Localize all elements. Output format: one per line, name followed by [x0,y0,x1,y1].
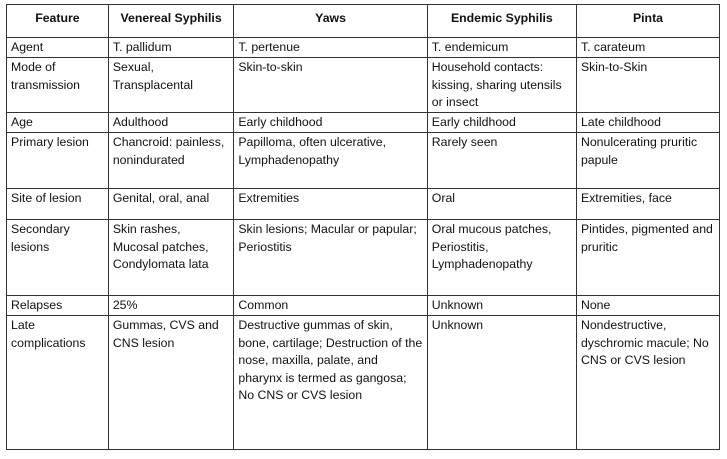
feature-cell: Site of lesion [7,189,109,220]
pinta-cell: Skin-to-Skin [576,58,719,113]
endemic-cell: Oral [427,189,576,220]
pinta-cell: Pintides, pigmented and pruritic [576,220,719,296]
feature-cell: Primary lesion [7,133,109,189]
endemic-cell: Early childhood [427,113,576,133]
feature-cell: Mode of transmission [7,58,109,113]
feature-cell: Age [7,113,109,133]
venereal-cell: T. pallidum [108,38,234,58]
header-feature: Feature [7,5,109,38]
pinta-cell: Extremities, face [576,189,719,220]
pinta-cell: None [576,296,719,316]
header-yaws: Yaws [234,5,427,38]
venereal-cell: Skin rashes, Mucosal patches, Condylomata lata [108,220,234,296]
endemic-cell: Rarely seen [427,133,576,189]
table-row-late-complications [7,316,720,450]
venereal-cell: 25% [108,296,234,316]
yaws-cell: Extremities [234,189,427,220]
yaws-cell: Skin-to-skin [234,58,427,113]
table-row-primary-lesion [7,133,720,189]
venereal-cell: Sexual, Transplacental [108,58,234,113]
endemic-cell: Unknown [427,316,576,450]
endemic-cell: Household contacts: kissing, sharing utensils or insect [427,58,576,113]
feature-cell: Secondary lesions [7,220,109,296]
endemic-cell: Oral mucous patches, Periostitis, Lymphadenopathy [427,220,576,296]
table-row-secondary-lesions [7,220,720,296]
endemic-cell: Unknown [427,296,576,316]
venereal-cell: Adulthood [108,113,234,133]
treponemal-diseases-comparison-table [6,4,720,450]
yaws-cell: Common [234,296,427,316]
feature-cell: Relapses [7,296,109,316]
venereal-cell: Genital, oral, anal [108,189,234,220]
venereal-cell: Gummas, CVS and CNS lesion [108,316,234,450]
pinta-cell: Late childhood [576,113,719,133]
table-row-agent [7,38,720,58]
yaws-cell: T. pertenue [234,38,427,58]
yaws-cell: Skin lesions; Macular or papular; Periostitis [234,220,427,296]
endemic-cell: T. endemicum [427,38,576,58]
feature-cell: Late complications [7,316,109,450]
header-venereal-syphilis: Venereal Syphilis [108,5,234,38]
header-endemic-syphilis: Endemic Syphilis [427,5,576,38]
header-pinta: Pinta [576,5,719,38]
yaws-cell: Papilloma, often ulcerative, Lymphadenopathy [234,133,427,189]
feature-cell: Agent [7,38,109,58]
table-row-mode-of-transmission [7,58,720,113]
comparison-table-container [6,4,720,450]
pinta-cell: T. carateum [576,38,719,58]
table-row-site-of-lesion [7,189,720,220]
venereal-cell: Chancroid: painless, nonindurated [108,133,234,189]
pinta-cell: Nondestructive, dyschromic macule; No CNS or CVS lesion [576,316,719,450]
yaws-cell: Destructive gummas of skin, bone, cartilage; Destruction of the nose, maxilla, palate, and pharynx is termed as gangosa; No CNS or CVS lesion [234,316,427,450]
table-row-relapses [7,296,720,316]
yaws-cell: Early childhood [234,113,427,133]
pinta-cell: Nonulcerating pruritic papule [576,133,719,189]
header-row [7,5,720,38]
table-row-age [7,113,720,133]
